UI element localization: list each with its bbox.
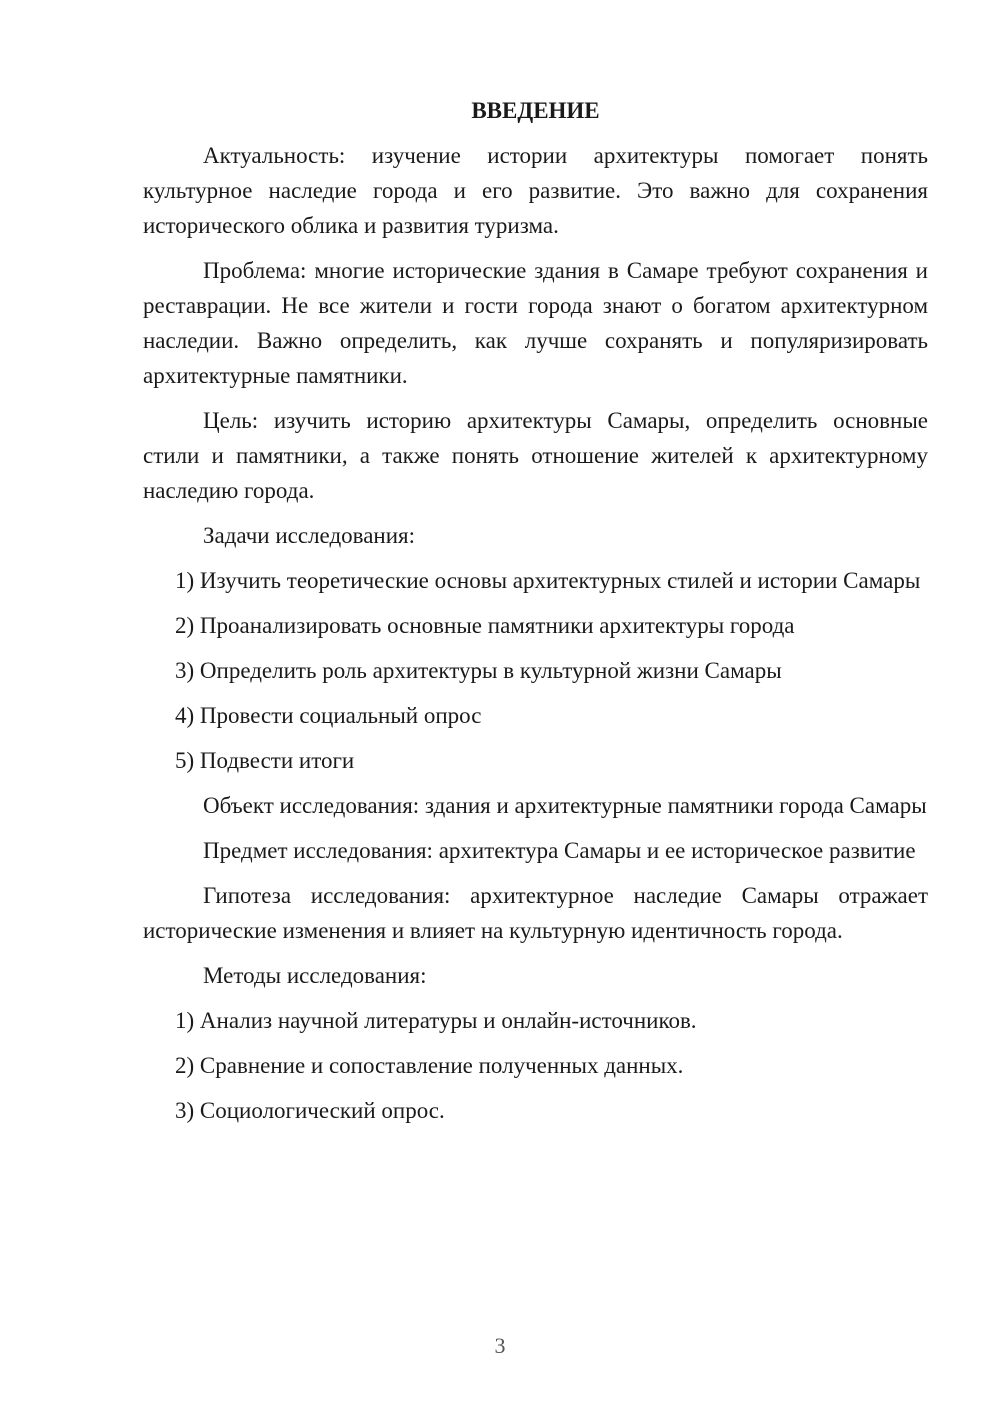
page-number: 3 — [494, 1333, 506, 1358]
task-item: 4) Провести социальный опрос — [175, 703, 482, 728]
method-item: 3) Социологический опрос. — [175, 1098, 445, 1123]
tasks-title: Задачи исследования: — [203, 523, 416, 548]
method-item: 1) Анализ научной литературы и онлайн-источников. — [175, 1008, 697, 1033]
relevance-paragraph: Актуальность: изучение истории архитектуры помогает понять культурное наследие города и его развитие. Это важно для сохранения исторического облика и развития туризма. — [143, 143, 928, 238]
hypothesis-paragraph: Гипотеза исследования: архитектурное наследие Самары отражает исторические изменения и влияет на культурную идентичность города. — [143, 883, 928, 943]
page-title: ВВЕДЕНИЕ — [471, 98, 600, 123]
document-body — [143, 93, 928, 1138]
subject-paragraph: Предмет исследования: архитектура Самары и ее историческое развитие — [203, 838, 916, 863]
goal-paragraph: Цель: изучить историю архитектуры Самары, определить основные стили и памятники, а также понять отношение жителей к архитектурному наследию города. — [143, 408, 928, 503]
methods-title: Методы исследования: — [203, 963, 427, 988]
task-item: 2) Проанализировать основные памятники архитектуры города — [175, 613, 795, 638]
problem-paragraph: Проблема: многие исторические здания в Самаре требуют сохранения и реставрации. Не все жители и гости города знают о богатом архитектурном наследии. Важно определить, как лучше сохранять и популяризировать архитектурные памятники. — [143, 258, 928, 388]
task-item: 1) Изучить теоретические основы архитектурных стилей и истории Самары — [175, 568, 921, 593]
object-paragraph: Объект исследования: здания и архитектурные памятники города Самары — [203, 793, 927, 818]
task-item: 3) Определить роль архитектуры в культурной жизни Самары — [175, 658, 782, 683]
task-item: 5) Подвести итоги — [175, 748, 355, 773]
method-item: 2) Сравнение и сопоставление полученных данных. — [175, 1053, 684, 1078]
